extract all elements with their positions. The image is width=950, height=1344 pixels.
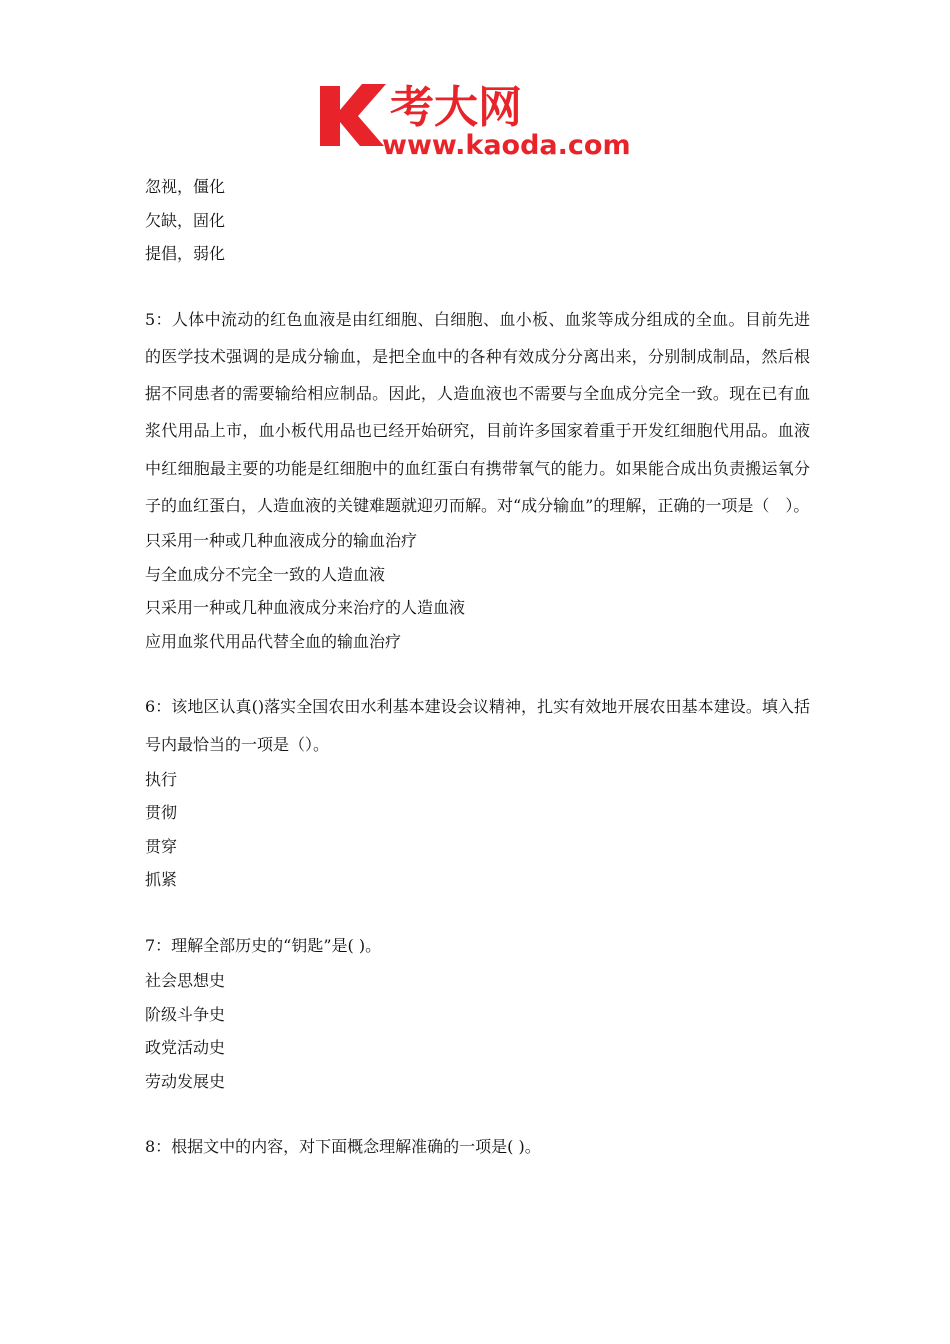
option-item: 只采用一种或几种血液成分来治疗的人造血液 <box>145 598 466 618</box>
option-item: 欠缺，固化 <box>145 210 226 230</box>
question-8 <box>145 1128 810 1165</box>
kaoda-logo <box>318 78 640 158</box>
option-item: 贯彻 <box>145 803 178 823</box>
question-stem: 6：该地区认真()落实全国农田水利基本建设会议精神，扎实有效地开展农田基本建设。填入括号内最恰当的一项是（）。 <box>145 697 810 754</box>
option-item: 社会思想史 <box>145 971 226 991</box>
option-item: 政党活动史 <box>145 1038 226 1058</box>
option-item: 劳动发展史 <box>145 1071 226 1091</box>
previous-question-options <box>145 170 810 271</box>
option-item: 抓紧 <box>145 870 178 890</box>
kaoda-logo-graphic <box>318 78 640 158</box>
question-5 <box>145 301 810 659</box>
question-7 <box>145 927 810 1098</box>
option-item: 只采用一种或几种血液成分的输血治疗 <box>145 531 418 551</box>
question-stem: 7：理解全部历史的“钥匙”是( )。 <box>145 935 382 955</box>
option-item: 应用血浆代用品代替全血的输血治疗 <box>145 631 402 651</box>
question-stem: 5：人体中流动的红色血液是由红细胞、白细胞、血小板、血浆等成分组成的全血。目前先进的医学技术强调的是成分输血，是把全血中的各种有效成分分离出来，分别制成制品，然后根据不同患者的需要输给相应制品。因此，人造血液也不需要与全血成分完全一致。现在已有血浆代用品上市，血小板代用品也已经开始研究，目前许多国家着重于开发红细胞代用品。血液中红细胞最主要的功能是红细胞中的血红蛋白有携带氧气的能力。如果能合成出负责搬运氧分子的血红蛋白，人造血液的关键难题就迎刃而解。对“成分输血”的理解，正确的一项是（ ）。 <box>145 309 810 515</box>
logo-url-text: www.kaoda.com <box>382 130 631 158</box>
option-item: 提倡，弱化 <box>145 244 226 263</box>
option-item: 贯穿 <box>145 836 178 856</box>
question-6 <box>145 688 810 897</box>
option-item: 阶级斗争史 <box>145 1004 226 1024</box>
document-content <box>145 170 810 1165</box>
option-item: 与全血成分不完全一致的人造血液 <box>145 564 386 584</box>
logo-brand-text: 考大网 <box>390 82 522 133</box>
question-stem: 8：根据文中的内容，对下面概念理解准确的一项是( )。 <box>145 1137 541 1157</box>
option-item: 忽视，僵化 <box>145 177 226 196</box>
option-item: 执行 <box>145 769 178 789</box>
